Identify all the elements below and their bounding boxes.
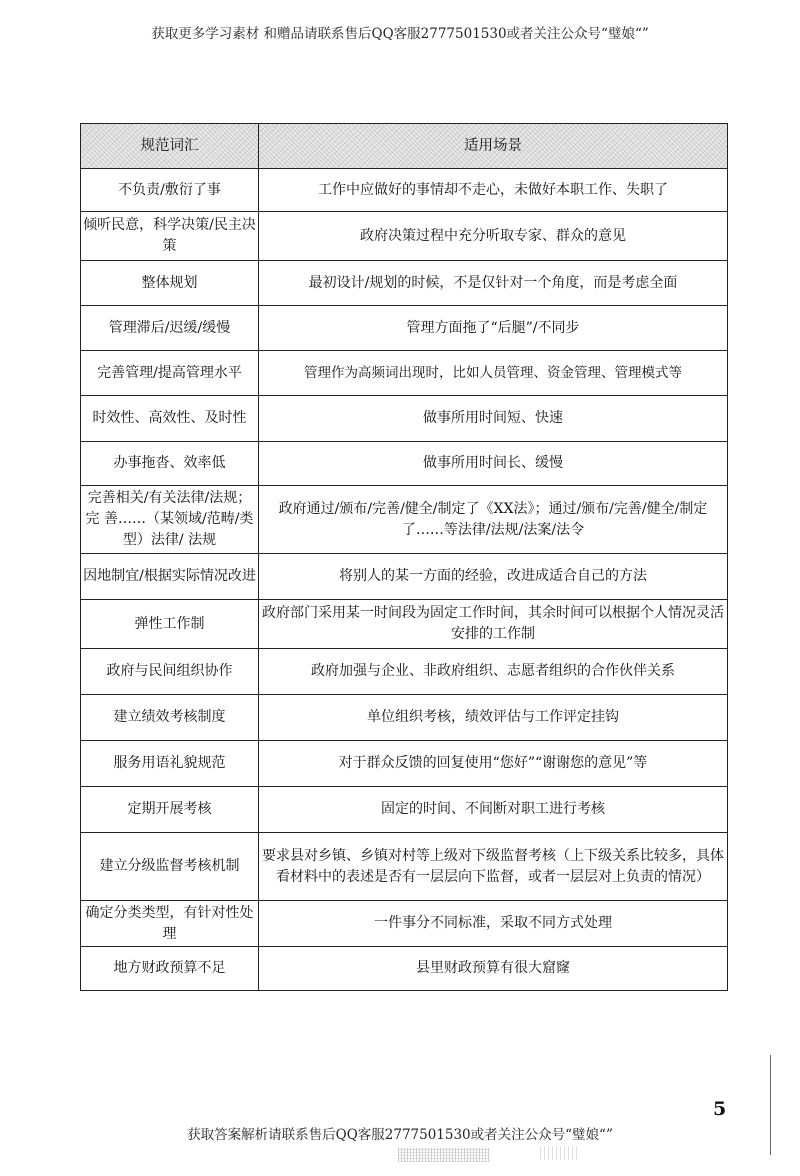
scenario-cell: 一件事分不同标准，采取不同方式处理 [259,901,728,947]
term-cell: 服务用语礼貌规范 [81,741,259,787]
scenario-cell: 固定的时间、不间断对职工进行考核 [259,787,728,833]
table-row [81,741,728,787]
table-row [81,169,728,212]
term-cell: 政府与民间组织协作 [81,649,259,695]
scenario-cell: 政府通过/颁布/完善/健全/制定了《XX法》；通过/颁布/完善/健全/制定了……等法律/法规/法案/法令 [259,486,728,554]
scenario-cell: 县里财政预算有很大窟窿 [259,947,728,991]
scenario-cell: 做事所用时间长、缓慢 [259,442,728,486]
scenario-cell: 单位组织考核，绩效评估与工作评定挂钩 [259,695,728,741]
table-row [81,212,728,261]
term-cell: 整体规划 [81,261,259,306]
term-cell: 地方财政预算不足 [81,947,259,991]
term-cell: 完善相关/有关法律/法规；完 善……（某领域/范畴/类型）法律/ 法规 [81,486,259,554]
term-cell: 办事拖沓、效率低 [81,442,259,486]
term-cell: 完善管理/提高管理水平 [81,351,259,396]
table-row [81,396,728,442]
scenario-cell: 对于群众反馈的回复使用“您好”“谢谢您的意见”等 [259,741,728,787]
term-cell: 不负责/敷衍了事 [81,169,259,212]
table-row [81,261,728,306]
table-row [81,649,728,695]
scenario-cell: 工作中应做好的事情却不走心，未做好本职工作、失职了 [259,169,728,212]
table-row [81,351,728,396]
scenario-cell: 管理作为高频词出现时，比如人员管理、资金管理、管理模式等 [259,351,728,396]
scenario-cell: 要求县对乡镇、乡镇对村等上级对下级监督考核（上下级关系比较多，具体看材料中的表述是否有一层层向下监督，或者一层层对上负责的情况） [259,833,728,901]
table-row [81,901,728,947]
table-row [81,600,728,649]
page-number: 5 [713,1098,727,1120]
table-row [81,306,728,351]
scenario-cell: 政府加强与企业、非政府组织、志愿者组织的合作伙伴关系 [259,649,728,695]
term-cell: 建立分级监督考核机制 [81,833,259,901]
scenario-cell: 政府决策过程中充分听取专家、群众的意见 [259,212,728,261]
column-header-term: 规范词汇 [81,124,259,169]
page-footer-text: 获取答案解析请联系售后QQ客服2777501530或者关注公众号“璧娘“” [187,1127,613,1143]
table-row [81,486,728,554]
table-row [81,833,728,901]
scenario-cell: 做事所用时间短、快速 [259,396,728,442]
scenario-cell: 最初设计/规划的时候，不是仅针对一个角度，而是考虑全面 [259,261,728,306]
table-row [81,695,728,741]
scan-noise-mark [398,1148,490,1162]
term-cell: 管理滞后/迟缓/缓慢 [81,306,259,351]
term-cell: 定期开展考核 [81,787,259,833]
term-cell: 建立绩效考核制度 [81,695,259,741]
page-header-text: 获取更多学习素材 和赠品请联系售后QQ客服2777501530或者关注公众号“璧娘“” [151,26,649,42]
term-cell: 弹性工作制 [81,600,259,649]
column-header-scenario: 适用场景 [259,124,728,169]
term-cell: 因地制宜/根据实际情况改进 [81,554,259,600]
scan-noise-mark [540,1146,580,1160]
vocabulary-table [80,123,728,991]
term-cell: 时效性、高效性、及时性 [81,396,259,442]
term-cell: 确定分类类型，有针对性处理 [81,901,259,947]
table-row [81,442,728,486]
scenario-cell: 将别人的某一方面的经验，改进成适合自己的方法 [259,554,728,600]
table-row [81,787,728,833]
scenario-cell: 管理方面拖了“后腿”/不同步 [259,306,728,351]
table-header-row [81,124,728,169]
table-row [81,947,728,991]
term-cell: 倾听民意，科学决策/民主决策 [81,212,259,261]
table-row [81,554,728,600]
scenario-cell: 政府部门采用某一时间段为固定工作时间，其余时间可以根据个人情况灵活安排的工作制 [259,600,728,649]
